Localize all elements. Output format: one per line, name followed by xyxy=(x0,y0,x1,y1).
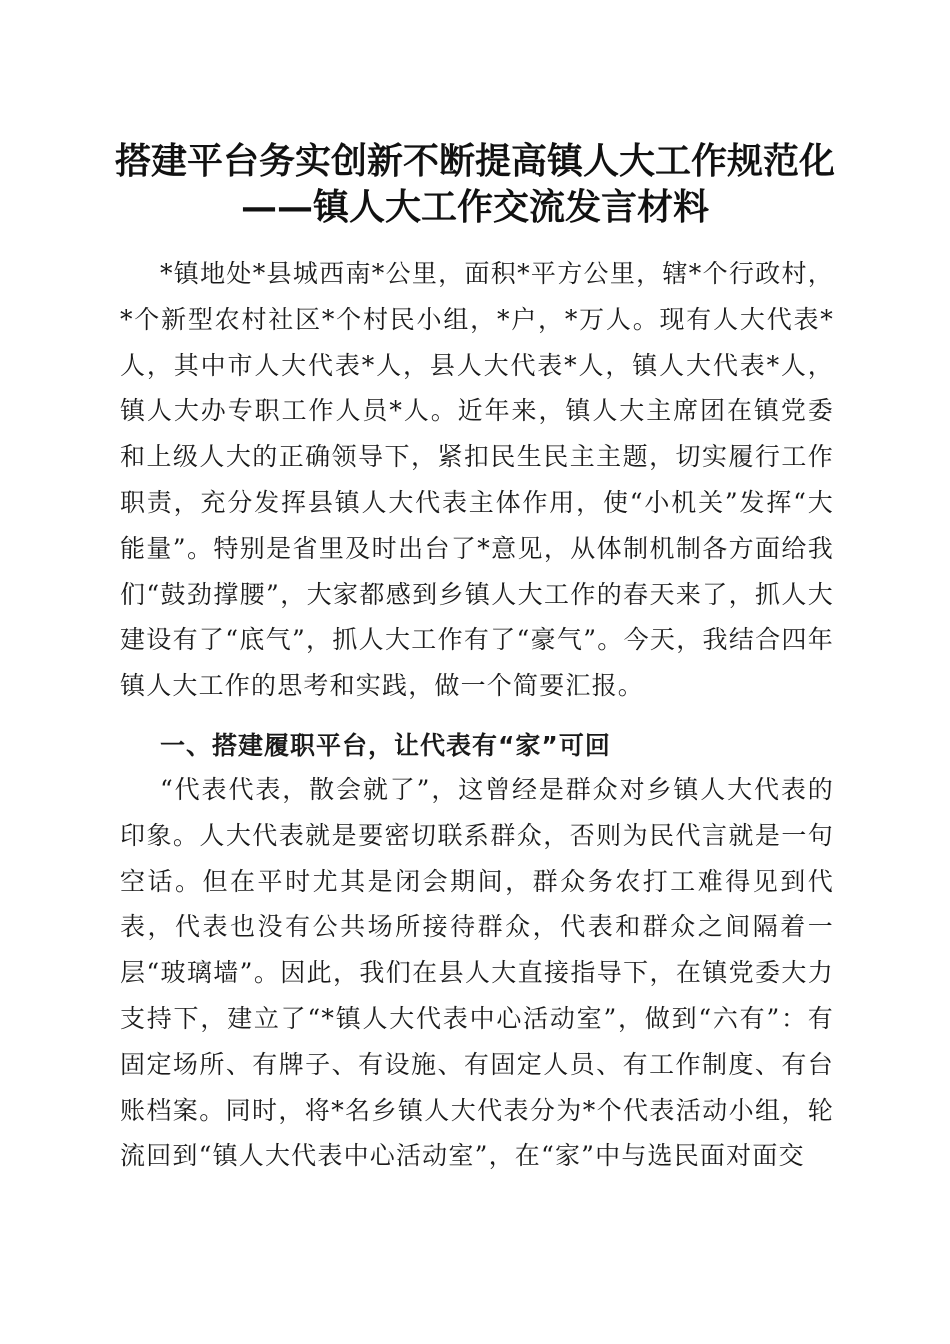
section-heading: 一、搭建履职平台，让代表有“家”可回 xyxy=(160,731,611,760)
document-title: 搭建平台务实创新不断提高镇人大工作规范化 xyxy=(114,140,835,182)
document-subtitle: ——镇人大工作交流发言材料 xyxy=(240,186,709,228)
section-paragraph: “代表代表，散会就了”，这曾经是群众对乡镇人大代表的印象。人大代表就是要密切联系群众，否则为民代言就是一句空话。但在平时尤其是闭会期间，群众务农打工难得见到代表，代表也没有公共场所接待群众，代表和群众之间隔着一层“玻璃墙”。因此，我们在县人大直接指导下，在镇党委大力支持下，建立了“*镇人大代表中心活动室”，做到“六有”：有固定场所、有牌子、有设施、有固定人员、有工作制度、有台账档案。同时，将*名乡镇人大代表分为*个代表活动小组，轮流回到“镇人大代表中心活动室”，在“家”中与选民面对面交 xyxy=(120,775,834,1171)
intro-paragraph: *镇地处*县城西南*公里，面积*平方公里，辖*个行政村，*个新型农村社区*个村民小组，*户，*万人。现有人大代表*人，其中市人大代表*人，县人大代表*人，镇人大代表*人，镇人大办专职工作人员*人。近年来，镇人大主席团在镇党委和上级人大的正确领导下，紧扣民生民主主题，切实履行工作职责，充分发挥县镇人大代表主体作用，使“小机关”发挥“大能量”。特别是省里及时出台了*意见，从体制机制各方面给我们“鼓劲撑腰”，大家都感到乡镇人大工作的春天来了，抓人大建设有了“底气”，抓人大工作有了“豪气”。今天，我结合四年镇人大工作的思考和实践，做一个简要汇报。 xyxy=(120,259,834,701)
